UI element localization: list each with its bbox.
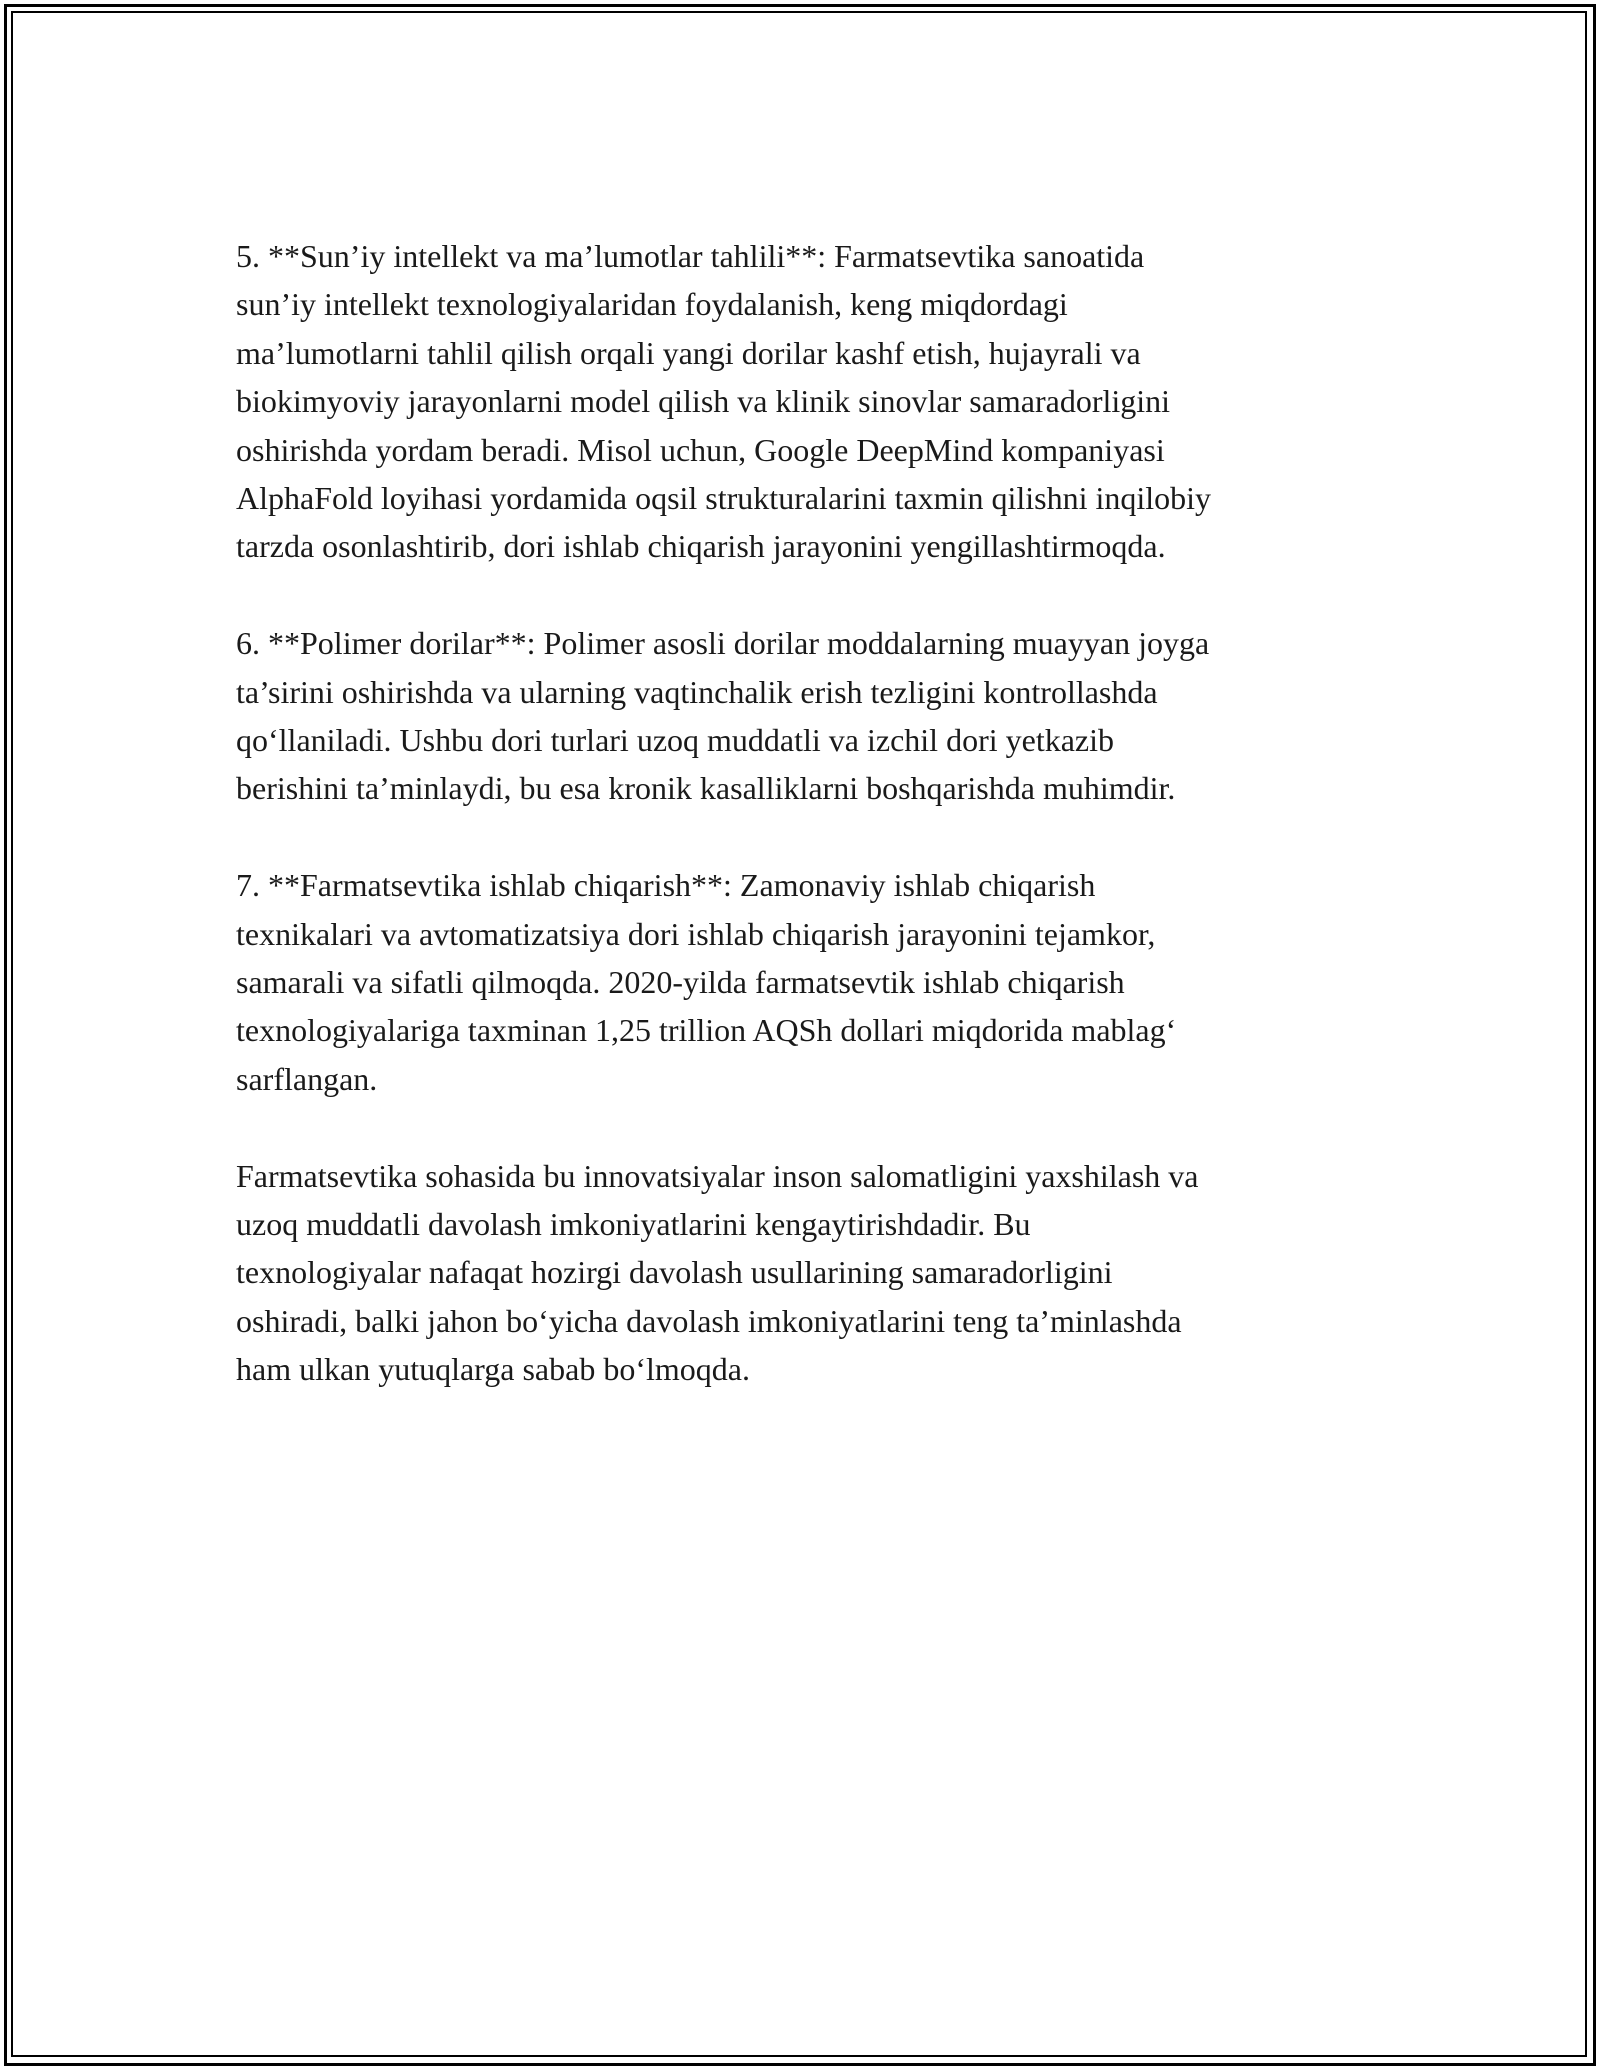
text-line: uzoq muddatli davolash imkoniyatlarini kengaytirishdadir. Bu <box>236 1206 1031 1243</box>
text-line: ham ulkan yutuqlarga sabab bo‘lmoqda. <box>236 1351 750 1388</box>
text-line: texnikalari va avtomatizatsiya dori ishlab chiqarish jarayonini tejamkor, <box>236 915 1156 952</box>
text-line: 5. **Sun’iy intellekt va ma’lumotlar tahlili**: Farmatsevtika sanoatida <box>236 238 1145 274</box>
text-line: sarflangan. <box>236 1060 378 1097</box>
text-line: qo‘llaniladi. Ushbu dori turlari uzoq muddatli va izchil dori yetkazib <box>236 722 1114 759</box>
paragraph-polymer-drugs <box>236 619 1386 813</box>
text-line: texnologiyalar nafaqat hozirgi davolash usullarining samaradorligini <box>236 1254 1113 1291</box>
paragraph-pharma-manufacturing <box>236 861 1386 1103</box>
text-line: biokimyoviy jarayonlarni model qilish va klinik sinovlar samaradorligini <box>236 383 1171 420</box>
text-line: 6. **Polimer dorilar**: Polimer asosli dorilar moddalarning muayyan joyga <box>236 625 1210 662</box>
text-line: tarzda osonlashtirib, dori ishlab chiqarish jarayonini yengillashtirmoqda. <box>236 528 1166 565</box>
text-line: Farmatsevtika sohasida bu innovatsiyalar inson salomatligini yaxshilash va <box>236 1157 1199 1194</box>
text-line: ma’lumotlarni tahlil qilish orqali yangi dorilar kashf etish, hujayrali va <box>236 334 1141 371</box>
text-line: texnologiyalariga taxminan 1,25 trillion AQSh dollari miqdorida mablag‘ <box>236 1012 1177 1049</box>
text-line: oshiradi, balki jahon bo‘yicha davolash imkoniyatlarini teng ta’minlashda <box>236 1302 1182 1339</box>
text-line: oshirishda yordam beradi. Misol uchun, Google DeepMind kompaniyasi <box>236 431 1165 468</box>
document-body <box>236 232 1386 1442</box>
text-line: samarali va sifatli qilmoqda. 2020-yilda farmatsevtik ishlab chiqarish <box>236 964 1125 1001</box>
text-line: 7. **Farmatsevtika ishlab chiqarish**: Zamonaviy ishlab chiqarish <box>236 867 1096 904</box>
text-line: berishini ta’minlaydi, bu esa kronik kasalliklarni boshqarishda muhimdir. <box>236 770 1176 807</box>
text-line: ta’sirini oshirishda va ularning vaqtinchalik erish tezligini kontrollashda <box>236 673 1158 710</box>
paragraph-ai-data-analysis <box>236 232 1386 571</box>
text-line: sun’iy intellekt texnologiyalaridan foydalanish, keng miqdordagi <box>236 286 1068 323</box>
paragraph-conclusion <box>236 1152 1386 1394</box>
text-line: AlphaFold loyihasi yordamida oqsil strukturalarini taxmin qilishni inqilobiy <box>236 480 1212 517</box>
